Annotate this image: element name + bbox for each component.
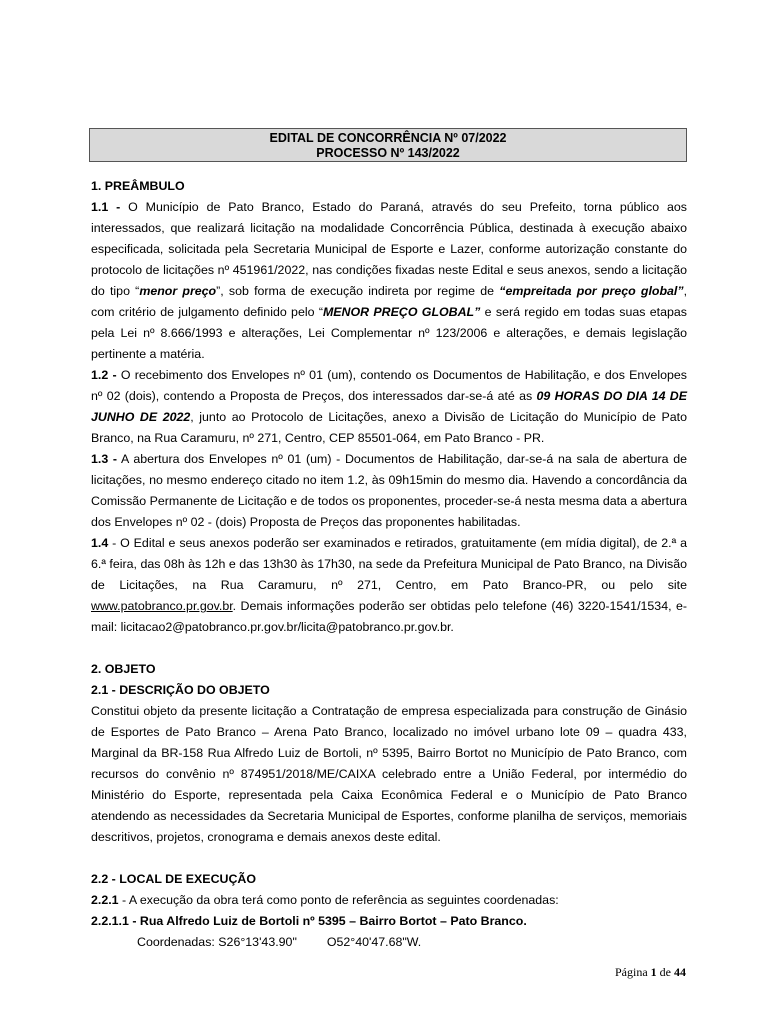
item-number: 1.1 - [91,200,121,214]
coordinates-longitude: O52°40'47.68"W. [326,935,422,949]
text: , com critério de julgamento definido pelo “ [91,284,688,319]
page-footer [615,965,686,980]
text: O Município de Pato Branco, Estado do Paraná, através do seu Prefeito, torna público aos interessados, que realizará licitação na modalidade Concorrência Pública, destinada à execução abaixo especificada, solicitada pela Secretaria Municipal de Esporte e Lazer, conforme autorização constante do protocolo de licitações nº 451961/2022, nas condições fixadas neste Edital e seus anexos, sendo a licitação do tipo “ [91,200,687,298]
emphasis: MENOR PREÇO GLOBAL” [322,305,481,319]
item-number: 1.3 - [91,452,118,466]
text: - A execução da obra terá como ponto de referência as seguintes coordenadas: [118,893,559,907]
emphasis: 09 HORAS DO DIA 14 DE JUNHO DE 2022 [91,389,687,424]
coordinates [91,932,687,953]
item-number: 2.2.1 [91,893,119,907]
section-2-title: 2. OBJETO [91,662,156,676]
subsection-2-1-title: 2.1 - DESCRIÇÃO DO OBJETO [91,683,270,697]
page-label: Página [615,965,651,979]
text: A abertura dos Envelopes nº 01 (um) - Documentos de Habilitação, dar-se-á na sala de abertura de licitações, no mesmo endereço citado no item 1.2, às 09h15min do mesmo dia. Havendo a concordância da Comissão Permanente de Licitação e de todos os proponentes, proceder-se-á nesta mesma data a abertura dos Envelopes nº 02 - (dois) Proposta de Preços das proponentes habilitadas. [91,452,687,529]
section-1-title: 1. PREÂMBULO [91,179,185,193]
edital-title: EDITAL DE CONCORRÊNCIA Nº 07/2022 [269,131,507,145]
emphasis: menor preço [139,284,217,298]
subsection-2-2-title: 2.2 - LOCAL DE EXECUÇÃO [91,872,257,886]
paragraph-2-1: Constitui objeto da presente licitação a Contratação de empresa especializada para construção de Ginásio de Esportes de Pato Branco – Arena Pato Branco, localizado no imóvel urbano lote 09 – quadra 433, Marginal da BR-158 Rua Alfredo Luiz de Bortoli, nº 5395, Bairro Bortot no Município de Pato Branco, com recursos do convênio nº 874951/2018/ME/CAIXA celebrado entre a União Federal, por intermédio do Ministério do Esporte, representada pela Caixa Econômica Federal e o Município de Pato Branco atendendo as necessidades da Secretaria Municipal de Esportes, conforme planilha de serviços, memoriais descritivos, projetos, cronograma e demais anexos deste edital. [91,704,687,844]
edital-header [89,128,687,162]
website-link[interactable]: www.patobranco.pr.gov.br [91,599,233,613]
emphasis: “empreitada por preço global” [499,284,684,298]
paragraph-1-3 [91,449,687,533]
document-body [91,176,687,953]
processo-number: PROCESSO Nº 143/2022 [316,146,460,160]
paragraph-1-1 [91,197,687,365]
text: . Demais informações poderão ser obtidas pelo telefone (46) 3220-1541/1534, e-mail: licitacao2@patobranco.pr.gov.br/licita@patobranco.pr.gov.br. [91,599,687,634]
coordinates-latitude: Coordenadas: S26°13'43.90" [137,935,297,949]
text: - O Edital e seus anexos poderão ser examinados e retirados, gratuitamente (em mídia digital), de 2.ª a 6.ª feira, das 08h às 12h e das 13h30 às 17h30, na sede da Prefeitura Municipal de Pato Branco, na Divisão de Licitações, na Rua Caramuru, nº 271, Centro, em Pato Branco-PR, ou pelo site [91,536,687,592]
paragraph-1-2 [91,365,687,449]
page-total: 44 [674,965,686,979]
text: e será regido em todas suas etapas pela Lei nº 8.666/1993 e alterações, Lei Complementar nº 123/2006 e alterações, e demais legislação pertinente a matéria. [91,305,687,361]
item-number: 1.2 - [91,368,117,382]
text: O recebimento dos Envelopes nº 01 (um), contendo os Documentos de Habilitação, e dos Envelopes nº 02 (dois), contendo a Proposta de Preços, dos interessados dar-se-á até as [91,368,688,403]
page-of: de [656,965,674,979]
paragraph-2-2-1-1: 2.2.1.1 - Rua Alfredo Luiz de Bortoli nº 5395 – Bairro Bortot – Pato Branco. [91,914,527,928]
text: , junto ao Protocolo de Licitações, anexo a Divisão de Licitação do Município de Pato Branco, na Rua Caramuru, nº 271, Centro, CEP 85501-064, em Pato Branco - PR. [91,410,687,445]
item-number: 1.4 [91,536,109,550]
paragraph-2-2-1 [91,890,687,911]
text: ”, sob forma de execução indireta por regime de [216,284,500,298]
page-number: 1 [650,965,657,979]
paragraph-1-4 [91,533,687,638]
